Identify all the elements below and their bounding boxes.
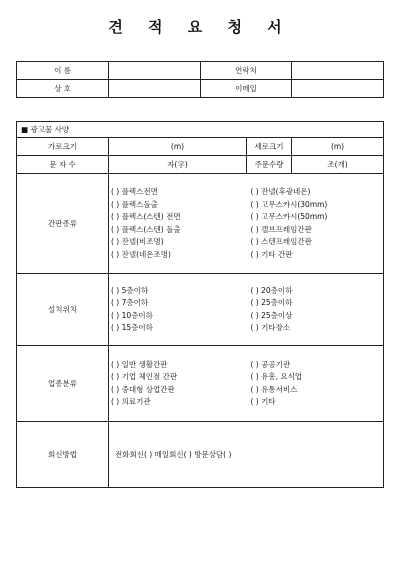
width-label: 가로크기 [17,138,109,156]
contact-label: 연락처 [201,62,292,80]
company-label: 상 호 [17,80,109,98]
name-label: 이 름 [17,62,109,80]
sign-type-option[interactable]: ( ) 기타 간판 [250,249,293,259]
sign-type-option[interactable]: ( ) 잔넬(비조명) [111,237,164,246]
width-field[interactable]: (m) [109,138,247,156]
industry-options-right [247,346,384,422]
company-field[interactable] [109,80,201,98]
industry-options-left [109,346,247,422]
sign-type-option[interactable]: ( ) 고무스카시(50mm) [250,212,328,221]
install-options-right [247,274,384,346]
install-option[interactable]: ( ) 20층이하 [250,285,293,295]
reply-method-options[interactable]: 전화회신( ) 메일회신( ) 방문상담( ) [109,422,384,488]
install-option[interactable]: ( ) 25층이하 [250,298,293,307]
install-option[interactable]: ( ) 기타장소 [250,323,291,332]
install-option[interactable]: ( ) 15층이하 [111,323,153,332]
char-count-label: 문 자 수 [17,156,109,174]
install-option[interactable]: ( ) 25층이상 [250,310,293,320]
sign-type-option[interactable]: ( ) 스텐프레임간판 [250,237,312,246]
sign-type-option[interactable]: ( ) 잔넬(네온조명) [111,249,171,259]
email-label: 이메일 [201,80,292,98]
reply-method-label: 회신방법 [17,422,109,488]
order-qty-label: 주문수량 [247,156,292,174]
order-qty-field[interactable]: 조(개) [292,156,384,174]
contact-field[interactable] [292,62,384,80]
sign-type-option[interactable]: ( ) 잔넬(후광네온) [250,187,311,196]
contact-info-table [16,61,384,98]
industry-option[interactable]: ( ) 유통서비스 [250,384,298,394]
install-option[interactable]: ( ) 7층이하 [111,298,149,307]
industry-option[interactable]: ( ) 공공기관 [250,359,291,369]
document-title: 견 적 요 청 서 [108,18,292,36]
height-label: 세로크기 [247,138,292,156]
char-count-field[interactable]: 자(字) [109,156,247,174]
industry-option[interactable]: ( ) 기업 체인점 간판 [111,372,178,381]
industry-option[interactable]: ( ) 의료기관 [111,397,151,406]
industry-option[interactable]: ( ) 중대형 상업간판 [111,384,175,394]
sign-type-option[interactable]: ( ) 플렉스(스텐) 전면 [111,212,181,221]
email-field[interactable] [292,80,384,98]
install-label: 설치위치 [17,274,109,346]
sign-type-option[interactable]: ( ) 플렉스돌출 [111,199,158,209]
industry-option[interactable]: ( ) 일반 생활간판 [111,359,168,369]
section-title: ■ 광고물 사양 [17,122,384,138]
sign-type-options-left [109,174,247,274]
industry-option[interactable]: ( ) 기타 [250,397,276,406]
sign-type-option[interactable]: ( ) 플렉스전면 [111,187,158,196]
sign-spec-table [16,121,384,488]
sign-type-option[interactable]: ( ) 플렉스(스텐) 돌출 [111,224,181,234]
height-field[interactable]: (m) [292,138,384,156]
install-option[interactable]: ( ) 10층이하 [111,310,153,320]
install-options-left [109,274,247,346]
industry-label: 업종분류 [17,346,109,422]
industry-option[interactable]: ( ) 유흥, 요식업 [250,372,303,381]
sign-type-option[interactable]: ( ) 갤브프레임간판 [250,224,312,234]
sign-type-option[interactable]: ( ) 고무스카시(30mm) [250,199,328,209]
sign-type-options-right [247,174,384,274]
name-field[interactable] [109,62,201,80]
install-option[interactable]: ( ) 5층이하 [111,285,149,295]
sign-type-label: 간판종류 [17,174,109,274]
